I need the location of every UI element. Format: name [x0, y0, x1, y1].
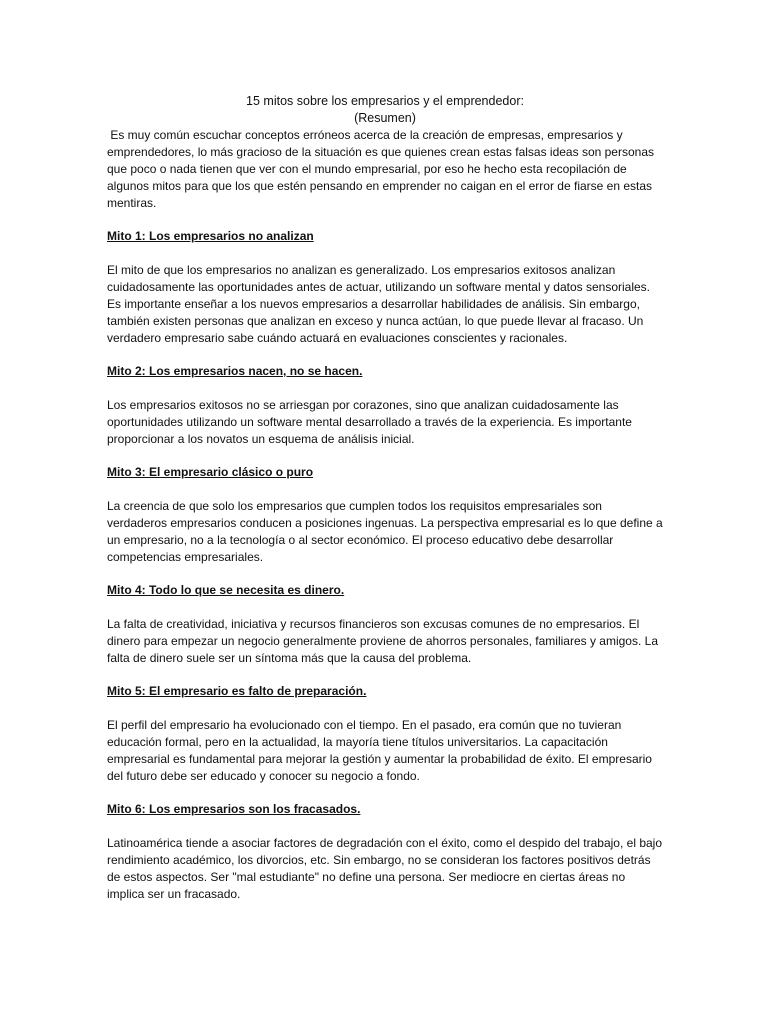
myth-section-1 [107, 228, 663, 347]
myth-heading-5: Mito 5: El empresario es falto de preparación. [107, 684, 367, 698]
myth-section-2 [107, 363, 663, 448]
myth-body-3: La creencia de que solo los empresarios que cumplen todos los requisitos empresariales son verdaderos empresarios conducen a posiciones ingenuas. La perspectiva empresarial es lo que define a un empresario, no a la tecnología o al sector económico. El proceso educativo debe desarrollar competencias empresariales. [107, 499, 663, 564]
myth-body-2: Los empresarios exitosos no se arriesgan por corazones, sino que analizan cuidadosamente las oportunidades utilizando un software mental desarrollado a través de la experiencia. Es importante proporcionar a los novatos un esquema de análisis inicial. [107, 398, 632, 446]
myth-heading-4: Mito 4: Todo lo que se necesita es dinero. [107, 583, 345, 597]
myth-body-1: El mito de que los empresarios no analizan es generalizado. Los empresarios exitosos analizan cuidadosamente las oportunidades antes de actuar, utilizando un software mental y datos sensoriales. Es importante enseñar a los nuevos empresarios a desarrollar habilidades de análisis. Sin embargo, también existen personas que analizan en exceso y nunca actúan, lo que puede llevar al fracaso. Un verdadero empresario sabe cuándo actuará en evaluaciones conscientes y racionales. [107, 263, 650, 345]
myth-section-5 [107, 683, 663, 785]
myth-heading-2: Mito 2: Los empresarios nacen, no se hacen. [107, 364, 363, 378]
myth-section-4 [107, 582, 663, 667]
myth-heading-1: Mito 1: Los empresarios no analizan [107, 229, 314, 243]
myth-body-5: El perfil del empresario ha evolucionado con el tiempo. En el pasado, era común que no tuvieran educación formal, pero en la actualidad, la mayoría tiene títulos universitarios. La capacitación empresarial es fundamental para mejorar la gestión y aumentar la probabilidad de éxito. El empresario del futuro debe ser educado y conocer su negocio a fondo. [107, 718, 652, 783]
myth-section-6 [107, 801, 663, 903]
myth-body-4: La falta de creatividad, iniciativa y recursos financieros son excusas comunes de no empresarios. El dinero para empezar un negocio generalmente proviene de ahorros personales, familiares y amigos. La falta de dinero suele ser un síntoma más que la causa del problema. [107, 617, 658, 665]
document-content [107, 93, 663, 919]
myth-body-6: Latinoamérica tiende a asociar factores de degradación con el éxito, como el despido del trabajo, el bajo rendimiento académico, los divorcios, etc. Sin embargo, no se consideran los factores positivos detrás de estos aspectos. Ser "mal estudiante" no define una persona. Ser mediocre en ciertas áreas no implica ser un fracasado. [107, 836, 663, 901]
intro-paragraph: Es muy común escuchar conceptos erróneos acerca de la creación de empresas, empresarios y emprendedores, lo más gracioso de la situación es que quienes crean estas falsas ideas son personas que poco o nada tienen que ver con el mundo empresarial, por eso he hecho esta recopilación de algunos mitos para que los que estén pensando en emprender no caigan en el error de fiarse en estas mentiras. [107, 128, 658, 210]
myth-section-3 [107, 464, 663, 566]
title-line-1: 15 mitos sobre los empresarios y el emprendedor: [246, 94, 524, 108]
myth-heading-6: Mito 6: Los empresarios son los fracasados. [107, 802, 361, 816]
myth-heading-3: Mito 3: El empresario clásico o puro [107, 465, 314, 479]
title-line-2: (Resumen) [354, 111, 416, 125]
document-title [107, 93, 663, 127]
